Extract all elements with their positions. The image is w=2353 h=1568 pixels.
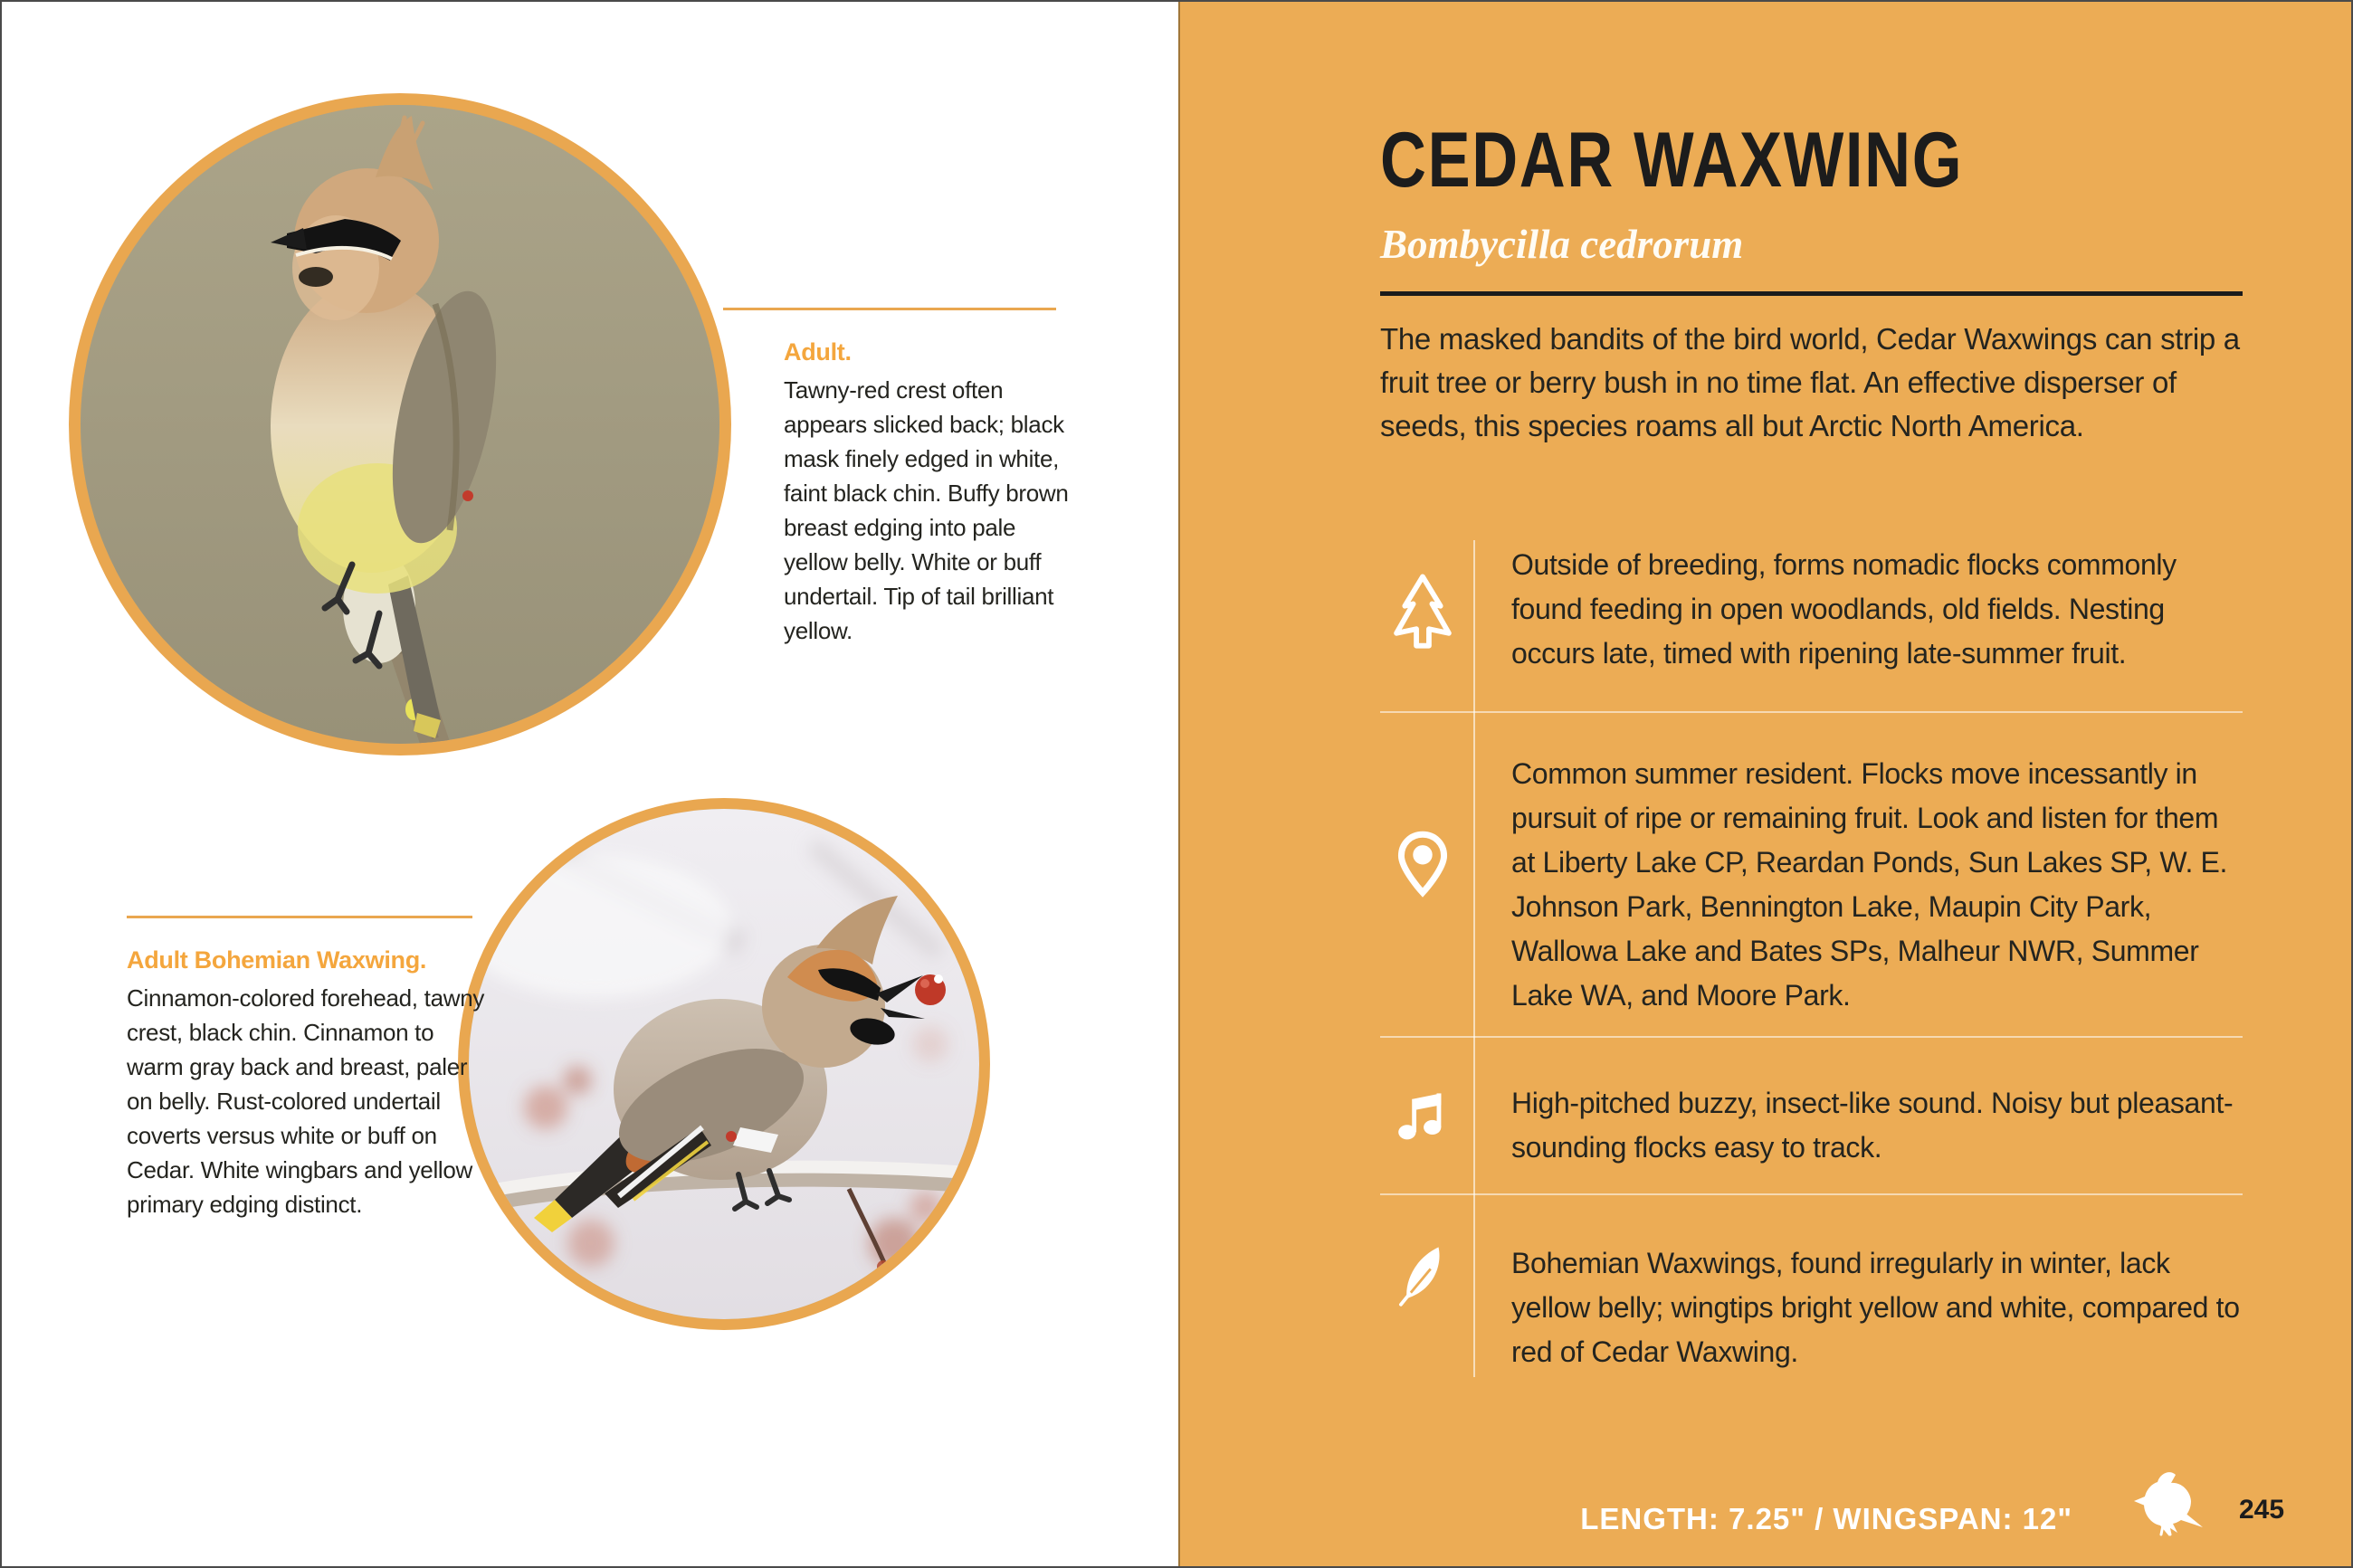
adult-caption-body: Tawny-red crest often appears slicked back; black mask finely edged in white, faint black chin. Buffy brown breast edging into pale yellow belly. White or buff undertail. Tip of tail brilliant yellow. [784, 376, 1069, 644]
cedar-waxwing-illustration [81, 105, 719, 744]
tree-icon [1389, 571, 1456, 662]
title-rule [1380, 291, 2243, 296]
species-description: The masked bandits of the bird world, Cedar Waxwings can strip a fruit tree or berry bush in no time flat. An effective disperser of seeds, this species roams all but Arctic North America. [1380, 322, 2240, 442]
music-note-icon [1395, 1088, 1451, 1146]
page-title: CEDAR WAXWING [1380, 117, 1964, 204]
section-vertical-divider [1473, 540, 1475, 1377]
habitat-section-text: Outside of breeding, forms nomadic flocks commonly found feeding in open woodlands, old fields. Nesting occurs late, timed with ripening late-summer fruit. [1511, 548, 2177, 670]
caption-divider-line [127, 916, 472, 918]
location-pin-icon [1396, 822, 1450, 912]
page-number: 245 [2239, 1495, 2285, 1525]
cedar-waxwing-photo [69, 93, 731, 755]
location-section-text: Common summer resident. Flocks move incessantly in pursuit of ripe or remaining fruit. Look and listen for them at Liberty Lake CP, Reardan Ponds, Sun Lakes SP, W. E. Johnson Park, Bennington Lake, Maupin City Park, Wallowa Lake and Bates SPs, Malheur NWR, Summer Lake WA, and Moore Park. [1511, 757, 2228, 1012]
bohemian-caption-body: Cinnamon-colored forehead, tawny crest, black chin. Cinnamon to warm gray back and breast, paler on belly. Rust-colored undertail coverts versus white or buff on Cedar. White wingbars and yellow primary edging distinct. [127, 984, 485, 1218]
comparison-section-text: Bohemian Waxwings, found irregularly in winter, lack yellow belly; wingtips bright yellow and white, compared to red of Cedar Waxwing. [1511, 1247, 2240, 1368]
caption-divider-line [723, 308, 1056, 310]
bohemian-waxwing-illustration [469, 809, 979, 1319]
adult-caption [784, 335, 1075, 648]
bohemian-waxwing-photo [458, 798, 990, 1330]
bohemian-waxwing-photo-image [469, 809, 979, 1319]
adult-caption-label: Adult. [784, 338, 852, 366]
sound-section-text: High-pitched buzzy, insect-like sound. Noisy but pleasant-sounding flocks easy to track. [1511, 1087, 2234, 1164]
cedar-waxwing-photo-image [81, 105, 719, 744]
bohemian-caption [127, 943, 485, 1221]
scientific-name: Bombycilla cedrorum [1380, 222, 1744, 267]
section-divider [1380, 1193, 2243, 1195]
section-divider [1380, 1036, 2243, 1038]
species-info-panel [1178, 2, 2353, 1568]
bohemian-caption-label: Adult Bohemian Waxwing. [127, 946, 427, 974]
section-divider [1380, 711, 2243, 713]
measurements-label: LENGTH: 7.25" / WINGSPAN: 12" [1580, 1502, 2072, 1535]
feather-icon [1396, 1243, 1450, 1311]
waxwing-silhouette-icon [2130, 1469, 2203, 1543]
